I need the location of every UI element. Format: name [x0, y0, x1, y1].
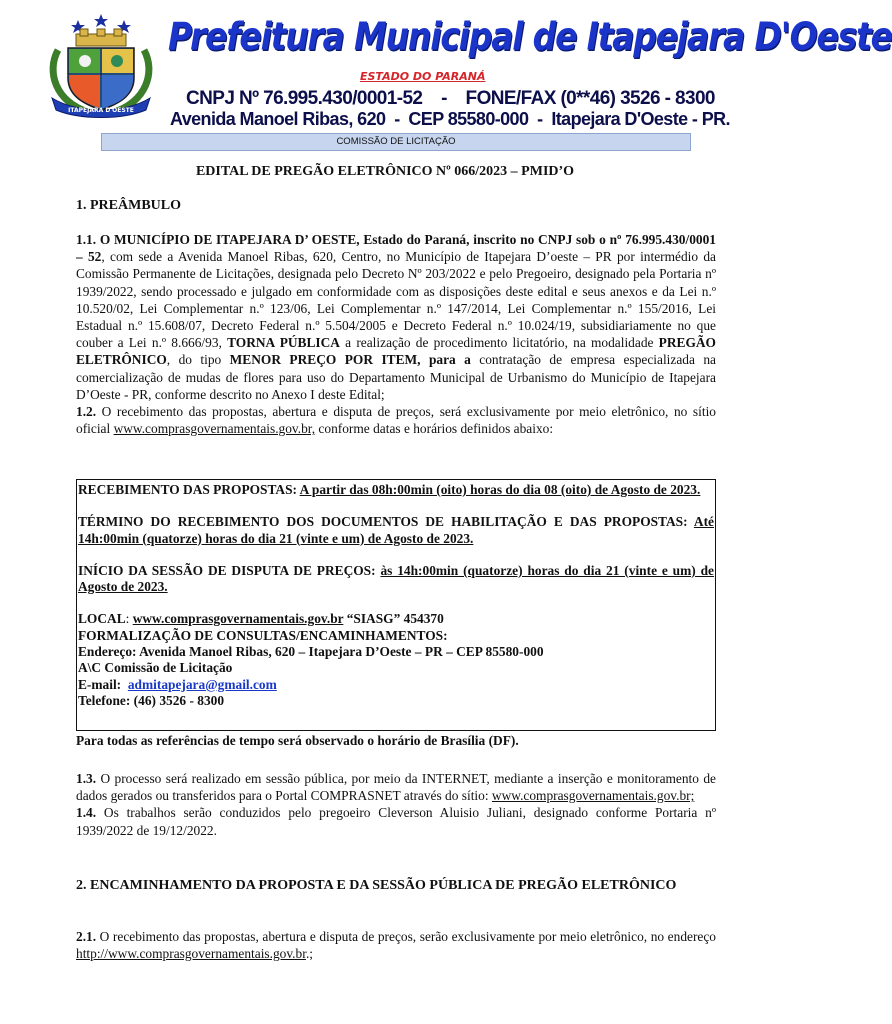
- clause-number: 1.4.: [76, 805, 97, 821]
- schedule-row-recebimento: RECEBIMENTO DAS PROPOSTAS: A partir das 08h:00min (oito) horas do dia 08 (oito) de Agosto de 2023.: [78, 482, 701, 497]
- clause-emphasis: MENOR PREÇO POR ITEM, para a: [229, 352, 471, 368]
- clause-emphasis: PREGÃO ELETRÔNICO: [76, 335, 716, 368]
- schedule-row-inicio: INÍCIO DA SESSÃO DE DISPUTA DE PREÇOS: às 14h:00min (quatorze) horas do dia 21 (vinte e um) de Agosto de 2023.: [78, 562, 714, 595]
- department-banner: COMISSÃO DE LICITAÇÃO: [101, 133, 691, 151]
- clause-text: O recebimento das propostas, abertura e disputa de preços, serão exclusivamente por meio eletrônico, no endereço: [96, 929, 716, 944]
- formalizacao-line: FORMALIZAÇÃO DE CONSULTAS/ENCAMINHAMENTOS:: [78, 627, 448, 643]
- email-link[interactable]: admitapejara@gmail.com: [127, 676, 277, 692]
- paragraph-1-3: [76, 770, 716, 839]
- clause-emphasis: TORNA PÚBLICA: [227, 335, 340, 351]
- paragraph-1-1: [76, 231, 716, 437]
- clause-text: O recebimento das propostas, abertura e disputa de preços, será exclusivamente por meio eletrônico, no sítio oficial: [76, 404, 716, 437]
- document-title: EDITAL DE PREGÃO ELETRÔNICO Nº 066/2023 – PMID’O: [195, 164, 575, 179]
- clause-text: Os trabalhos serão conduzidos pelo pregoeiro Cleverson Aluisio Juliani, designado conforme Portaria nº 1939/2022 de 19/12/2022.: [76, 805, 716, 838]
- local-link[interactable]: www.comprasgovernamentais.gov.br: [132, 611, 344, 627]
- clause-number: 2.1.: [76, 929, 97, 944]
- ac-line: A\C Comissão de Licitação: [78, 660, 233, 676]
- comprasnet-link[interactable]: www.comprasgovernamentais.gov.br;: [491, 788, 695, 804]
- municipal-crest-icon: [38, 12, 164, 120]
- address-line: Avenida Manoel Ribas, 620 - CEP 85580-000 - Itapejara D'Oeste - PR.: [170, 109, 730, 129]
- paragraph-2-1: [76, 928, 716, 962]
- local-line: LOCAL: www.comprasgovernamentais.gov.br “SIASG” 454370: [78, 611, 444, 627]
- clause-text: , do tipo: [166, 352, 230, 368]
- endereco-link[interactable]: http://www.comprasgovernamentais.gov.br: [76, 946, 306, 962]
- clause-text: a realização de procedimento licitatório, na modalidade: [339, 335, 659, 351]
- telefone-line: Telefone: (46) 3526 - 8300: [78, 692, 225, 708]
- schedule-box: [76, 479, 716, 731]
- brasilia-time-note: Para todas as referências de tempo será observado o horário de Brasília (DF).: [76, 733, 519, 748]
- clause-text: O processo será realizado em sessão pública, por meio da INTERNET, mediante a inserção e monitoramento de dados gerados ou transferidos para o Portal COMPRASNET através do sítio:: [76, 771, 716, 804]
- section-heading-encaminhamento: 2. ENCAMINHAMENTO DA PROPOSTA E DA SESSÃO PÚBLICA DE PREGÃO ELETRÔNICO: [76, 878, 677, 893]
- state-label: ESTADO DO PARANÁ: [360, 70, 486, 83]
- clause-text: , com sede a Avenida Manoel Ribas, 620, Centro, no Município de Itapejara D’oeste – PR por intermédio da Comissão Permanente de Licitações, designada pelo Decreto Nº 203/2022 e pelo Pregoeiro, designado pela Portaria nº 1939/2022, sendo processado e julgado em conformidade com as disposições deste edital e seus anexos e da Lei n.º 10.520/02, Lei Complementar n.º 123/06, Lei Complementar n.º 147/2014, Lei Complementar n.º 155/2016, Lei Estadual n.º 15.608/07, Decreto Federal n.º 5.504/2005 e Decreto Federal n.º 10.024/19, subsidiariamente no que couber a Lei n.º 8.666/93,: [76, 249, 717, 351]
- clause-lead: O MUNICÍPIO DE ITAPEJARA D’ OESTE, Estado do Paraná, inscrito no CNPJ sob o nº 76.995.430/0001 – 52: [76, 232, 716, 265]
- clause-text: conforme datas e horários definidos abaixo:: [315, 421, 554, 437]
- clause-text: .;: [305, 946, 314, 962]
- section-heading-preambulo: 1. PREÂMBULO: [76, 198, 181, 213]
- cnpj-phone-line: CNPJ Nº 76.995.430/0001-52 - FONE/FAX (0**46) 3526 - 8300: [186, 88, 715, 109]
- clause-text: contratação de empresa especializada na comercialização de mudas de flores para uso do Departamento Municipal de Urbanismo do Município de Itapejara D’Oeste - PR, conforme descrito no Anexo I deste Edital;: [76, 352, 717, 402]
- endereco-line: Endereço: Avenida Manoel Ribas, 620 – Itapejara D’Oeste – PR – CEP 85580-000: [78, 644, 544, 660]
- svg-text:ITAPEJARA D'OESTE: ITAPEJARA D'OESTE: [68, 107, 134, 114]
- compras-link[interactable]: www.comprasgovernamentais.gov.br,: [113, 421, 316, 437]
- municipality-title: Prefeitura Municipal de Itapejara D'Oeste: [168, 14, 892, 59]
- clause-number: 1.2.: [76, 404, 97, 420]
- email-line: E-mail: admitapejara@gmail.com: [78, 676, 277, 692]
- clause-number: 1.3.: [76, 771, 97, 786]
- schedule-row-termino: TÉRMINO DO RECEBIMENTO DOS DOCUMENTOS DE HABILITAÇÃO E DAS PROPOSTAS: Até 14h:00min (quatorze) horas do dia 21 (vinte e um) de Agosto de 2023.: [78, 514, 714, 546]
- clause-number: 1.1.: [76, 232, 97, 247]
